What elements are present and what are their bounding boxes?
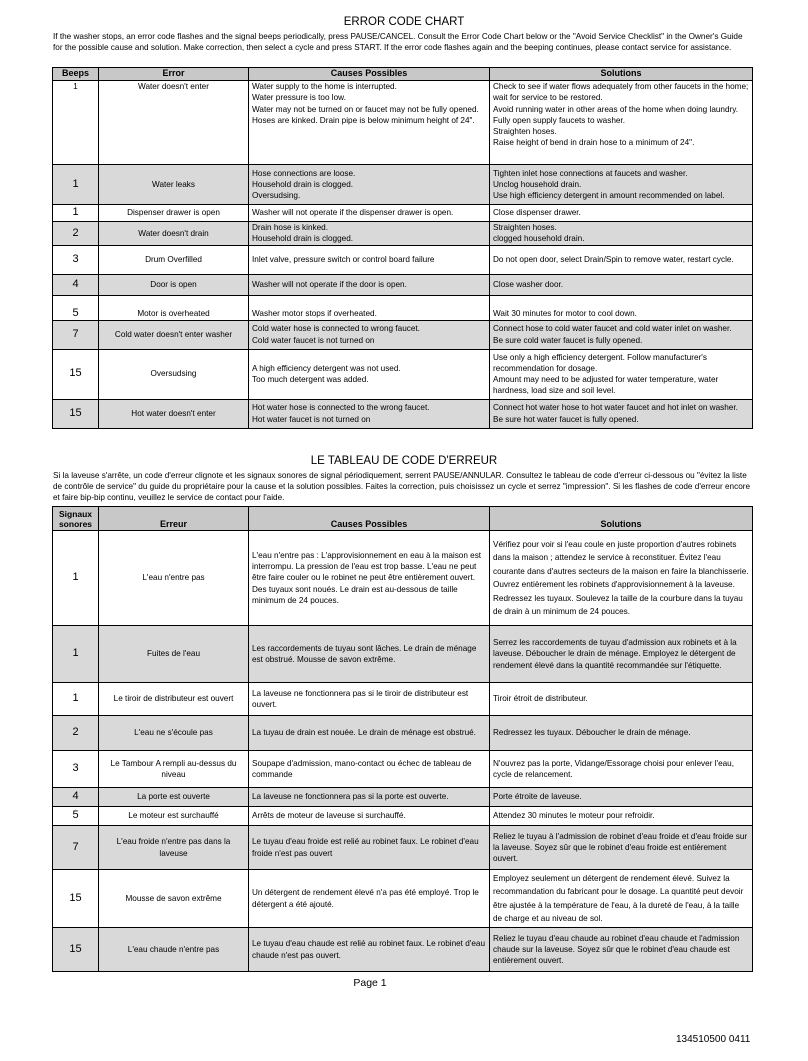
solution-line: Redressez les tuyaux. Déboucher le drain de ménage.	[493, 728, 691, 738]
error-cell: L'eau ne s'écoule pas	[99, 716, 249, 751]
fr-header-error: Erreur	[99, 507, 249, 531]
causes-cell	[249, 531, 490, 626]
error-cell: Drum Overfilled	[99, 245, 249, 274]
cause-line: Soupape d'admission, mano-contact ou échec de tableau de commande	[252, 758, 472, 779]
fr-error-code-table	[52, 506, 753, 972]
solutions-cell	[490, 205, 753, 222]
cause-line: Water supply to the home is interrupted.	[252, 82, 397, 91]
beeps-cell: 4	[53, 788, 99, 807]
beeps-cell: 1	[53, 626, 99, 683]
error-cell: Door is open	[99, 274, 249, 295]
cause-line: La tuyau de drain est nouée. Le drain de ménage est obstrué.	[252, 728, 476, 738]
beeps-cell: 15	[53, 399, 99, 428]
cause-line: Cold water faucet is not turned on	[252, 335, 375, 345]
fr-header-beeps: Signaux sonores	[53, 507, 99, 531]
causes-cell	[249, 716, 490, 751]
solution-line: Amount may need to be adjusted for water temperature, water hardness, load size and soil level.	[493, 375, 719, 396]
cause-line: Oversudsing.	[252, 191, 301, 201]
cause-line: Un détergent de rendement élevé n'a pas été employé. Trop le détergent a été ajouté.	[252, 888, 479, 909]
cause-line: Household drain is clogged.	[252, 234, 354, 244]
en-intro-text: If the washer stops, an error code flashes and the signal beeps periodically, press PAUSE/CANCEL. Consult the Error Code Chart below or the "Avoid Service Checklist" in the Owner's Guide for the possible cause and solution. Make correction, then select a cycle and press START. If the error code flashes again and the beeping continues, please contact service for assistance.	[53, 32, 743, 52]
solutions-cell	[490, 245, 753, 274]
solution-line: Close dispenser drawer.	[493, 208, 581, 218]
cause-line: La laveuse ne fonctionnera pas si la porte est ouverte.	[252, 792, 449, 802]
fr-table-row	[53, 807, 753, 826]
error-cell: L'eau n'entre pas	[99, 531, 249, 626]
beeps-cell: 15	[53, 870, 99, 928]
en-table-row	[53, 81, 753, 165]
en-table-row	[53, 295, 753, 320]
beeps-cell: 4	[53, 274, 99, 295]
causes-cell	[249, 245, 490, 274]
cause-line: Hot water faucet is not turned on	[252, 414, 371, 424]
beeps-cell: 3	[53, 245, 99, 274]
causes-cell	[249, 222, 490, 246]
cause-line: Cold water hose is connected to wrong faucet.	[252, 324, 420, 334]
causes-cell	[249, 626, 490, 683]
solutions-cell	[490, 626, 753, 683]
solution-line: Close washer door.	[493, 279, 564, 289]
causes-cell	[249, 683, 490, 716]
causes-cell	[249, 928, 490, 972]
error-cell: Motor is overheated	[99, 295, 249, 320]
causes-cell	[249, 320, 490, 349]
causes-cell	[249, 870, 490, 928]
solution-line: Attendez 30 minutes le moteur pour refroidir.	[493, 811, 655, 821]
solution-line: Porte étroite de laveuse.	[493, 792, 582, 802]
solution-line: Tighten inlet hose connections at faucets and washer.	[493, 168, 688, 178]
cause-line: Too much detergent was added.	[252, 375, 369, 385]
solutions-cell	[490, 81, 753, 165]
cause-line: A high efficiency detergent was not used.	[252, 363, 401, 373]
solution-line: clogged household drain.	[493, 234, 585, 244]
error-cell: Le Tambour A rempli au-dessus du niveau	[99, 751, 249, 788]
solution-line: Serrez les raccordements de tuyau d'admission aux robinets et à la laveuse. Déboucher le drain de ménage. Employez le détergent de rendement élevé dans la quantité recommandée sur l'étiquette.	[493, 638, 737, 670]
beeps-cell: 3	[53, 751, 99, 788]
causes-cell	[249, 349, 490, 399]
solutions-cell	[490, 399, 753, 428]
fr-table-row	[53, 928, 753, 972]
solution-line: Fully open supply faucets to washer.	[493, 115, 625, 125]
solution-line: Connect hose to cold water faucet and cold water inlet on washer.	[493, 324, 732, 334]
error-cell: Le moteur est surchauffé	[99, 807, 249, 826]
solution-line: Employez seulement un détergent de rendement élevé. Suivez la recommandation du fabricant pour le dosage. La quantité peut devoir être ajustée à la température de l'eau, à la dureté de l'eau, à la taille de charge et au niveau de sol.	[493, 873, 744, 923]
cause-line: Household drain is clogged.	[252, 179, 354, 189]
en-table-row	[53, 399, 753, 428]
fr-table-row	[53, 870, 753, 928]
en-table-row	[53, 320, 753, 349]
fr-table-row	[53, 683, 753, 716]
solution-line: N'ouvrez pas la porte, Vidange/Essorage choisi pour enlever l'eau, cycle de relancement.	[493, 758, 735, 779]
causes-cell	[249, 807, 490, 826]
en-table-row	[53, 205, 753, 222]
solution-line: Connect hot water hose to hot water faucet and hot inlet on washer.	[493, 403, 738, 413]
solution-line: Reliez le tuyau à l'admission de robinet d'eau froide et d'eau froide sur la laveuse. Soyez sûr que le robinet d'eau froide est entièrement ouvert.	[493, 831, 748, 864]
fr-header-solutions: Solutions	[490, 507, 753, 531]
solution-line: Tiroir étroit de distributeur.	[493, 694, 588, 704]
en-table-row	[53, 349, 753, 399]
en-header-solutions: Solutions	[490, 68, 753, 81]
fr-header-causes: Causes Possibles	[249, 507, 490, 531]
error-cell: Water doesn't drain	[99, 222, 249, 246]
solution-line: Unclog household drain.	[493, 179, 582, 189]
fr-table-row	[53, 531, 753, 626]
beeps-cell: 15	[53, 928, 99, 972]
en-chart-title: ERROR CODE CHART	[343, 16, 465, 28]
solution-line: Do not open door, select Drain/Spin to remove water, restart cycle.	[493, 254, 734, 264]
cause-line: Water pressure is too low.	[252, 93, 346, 103]
beeps-cell: 15	[53, 349, 99, 399]
beeps-cell: 2	[53, 222, 99, 246]
solution-line: Check to see if water flows adequately from other faucets in the home; wait for service to be restored.	[493, 82, 749, 103]
solutions-cell	[490, 870, 753, 928]
solution-line: Be sure cold water faucet is fully opened.	[493, 335, 643, 345]
beeps-cell: 1	[53, 683, 99, 716]
en-header-beeps: Beeps	[53, 68, 99, 81]
cause-line: Washer will not operate if the door is open.	[252, 279, 407, 289]
beeps-cell: 7	[53, 826, 99, 870]
beeps-cell: 5	[53, 295, 99, 320]
solutions-cell	[490, 807, 753, 826]
causes-cell	[249, 81, 490, 165]
causes-cell	[249, 165, 490, 205]
solutions-cell	[490, 928, 753, 972]
beeps-cell: 2	[53, 716, 99, 751]
fr-table-row	[53, 788, 753, 807]
cause-line: Water may not be turned on or faucet may not be fully opened.	[252, 104, 479, 114]
cause-line: Inlet valve, pressure switch or control board failure	[252, 254, 435, 264]
solution-line: Use only a high efficiency detergent. Follow manufacturer's recommendation for dosage.	[493, 352, 707, 373]
beeps-cell: 1	[53, 81, 99, 165]
cause-line: Le tuyau d'eau froide est relié au robinet faux. Le robinet d'eau froide n'est pas ouvert	[252, 837, 479, 858]
cause-line: L'eau n'entre pas : L'approvisionnement en eau à la maison est interrompu. La pression de l'eau est trop basse. L'eau ne peut être faire couler ou le robinet ne peut être entièrement ouvert. Des tuyaux sont noués. Le drain est au-dessous de taille minimum de 24 pouces.	[252, 550, 482, 605]
solution-line: Straighten hoses.	[493, 127, 557, 137]
solutions-cell	[490, 349, 753, 399]
solution-line: Wait 30 minutes for motor to cool down.	[493, 309, 637, 319]
error-cell: Water doesn't enter	[99, 81, 249, 165]
en-table-row	[53, 222, 753, 246]
cause-line: Drain hose is kinked.	[252, 223, 328, 232]
causes-cell	[249, 274, 490, 295]
causes-cell	[249, 788, 490, 807]
en-table-row	[53, 165, 753, 205]
cause-line: Hose connections are loose.	[252, 168, 356, 178]
cause-line: Hot water hose is connected to the wrong faucet.	[252, 403, 430, 413]
beeps-cell: 5	[53, 807, 99, 826]
beeps-cell: 1	[53, 165, 99, 205]
solution-line: Raise height of bend in drain hose to a minimum of 24".	[493, 138, 695, 148]
en-header-error: Error	[99, 68, 249, 81]
fr-table-row	[53, 751, 753, 788]
solutions-cell	[490, 320, 753, 349]
error-cell: Mousse de savon extrême	[99, 870, 249, 928]
solution-line: Use high efficiency detergent in amount recommended on label.	[493, 191, 725, 201]
en-table-row	[53, 274, 753, 295]
causes-cell	[249, 295, 490, 320]
causes-cell	[249, 826, 490, 870]
solutions-cell	[490, 222, 753, 246]
fr-intro-text: Si la laveuse s'arrête, un code d'erreur clignote et les signaux sonores de signal périodiquement, serrent PAUSE/ANNULAR. Consultez le tableau de code d'erreur ci-dessous ou "évitez la liste de contrôle de service" du guide du propriétaire pour la cause et la solution possibles. Faites la correction, puis choisissez un cycle et serrez "impression". Si les flashes de code d'erreur encore et faire bip-bip continu, veuillez le service de contact pour l'aide.	[53, 471, 751, 502]
fr-table-row	[53, 826, 753, 870]
error-cell: Oversudsing	[99, 349, 249, 399]
solution-line: Avoid running water in other areas of the home when doing laundry.	[493, 104, 739, 114]
error-cell: Fuites de l'eau	[99, 626, 249, 683]
error-cell: Dispenser drawer is open	[99, 205, 249, 222]
solutions-cell	[490, 295, 753, 320]
cause-line: La laveuse ne fonctionnera pas si le tiroir de distributeur est ouvert.	[252, 688, 469, 709]
cause-line: Les raccordements de tuyau sont lâches. Le drain de ménage est obstrué. Mousse de savon extrême.	[252, 643, 477, 664]
error-cell: L'eau chaude n'entre pas	[99, 928, 249, 972]
cause-line: Arrêts de moteur de laveuse si surchauffé.	[252, 811, 406, 821]
document-number: 134510500 0411	[676, 1034, 751, 1045]
beeps-cell: 1	[53, 531, 99, 626]
solutions-cell	[490, 788, 753, 807]
error-cell: La porte est ouverte	[99, 788, 249, 807]
error-cell: L'eau froide n'entre pas dans la laveuse	[99, 826, 249, 870]
causes-cell	[249, 205, 490, 222]
solutions-cell	[490, 826, 753, 870]
error-cell: Hot water doesn't enter	[99, 399, 249, 428]
causes-cell	[249, 399, 490, 428]
cause-line: Hoses are kinked. Drain pipe is below minimum height of 24".	[252, 115, 475, 125]
beeps-cell: 1	[53, 205, 99, 222]
solutions-cell	[490, 531, 753, 626]
en-error-code-table	[52, 67, 753, 429]
solutions-cell	[490, 716, 753, 751]
solution-line: Be sure hot water faucet is fully opened.	[493, 414, 639, 424]
causes-cell	[249, 751, 490, 788]
cause-line: Washer motor stops if overheated.	[252, 309, 377, 319]
error-cell: Water leaks	[99, 165, 249, 205]
en-header-causes: Causes Possibles	[249, 68, 490, 81]
solutions-cell	[490, 165, 753, 205]
solution-line: Vérifiez pour voir si l'eau coule en juste proportion d'autres robinets dans la maison ; attendez le service à reconstituer. Évitez l'eau courante dans d'autres secteurs de la maison en faire la blanchisserie. Ouvrez entièrement les robinets d'approvisionnement à la laveuse. Redressez les tuyaux. Soulevez la taille de la courbure dans la tuyau de drain à un minimum de 24 pouces.	[493, 539, 749, 616]
error-cell: Cold water doesn't enter washer	[99, 320, 249, 349]
solutions-cell	[490, 274, 753, 295]
solution-line: Straighten hoses.	[493, 223, 557, 232]
page-number: Page 1	[353, 977, 387, 989]
error-cell: Le tiroir de distributeur est ouvert	[99, 683, 249, 716]
solutions-cell	[490, 751, 753, 788]
fr-table-row	[53, 716, 753, 751]
cause-line: Le tuyau d'eau chaude est relié au robinet faux. Le robinet d'eau chaude n'est pas ouvert.	[252, 939, 485, 960]
cause-line: Washer will not operate if the dispenser drawer is open.	[252, 208, 454, 218]
solutions-cell	[490, 683, 753, 716]
solution-line: Reliez le tuyau d'eau chaude au robinet d'eau chaude et l'admission chaude sur la laveuse. Soyez sûr que le robinet d'eau chaude est entièrement ouvert.	[493, 933, 740, 966]
fr-chart-title: LE TABLEAU DE CODE D'ERREUR	[310, 455, 498, 467]
en-table-row	[53, 245, 753, 274]
fr-table-row	[53, 626, 753, 683]
beeps-cell: 7	[53, 320, 99, 349]
